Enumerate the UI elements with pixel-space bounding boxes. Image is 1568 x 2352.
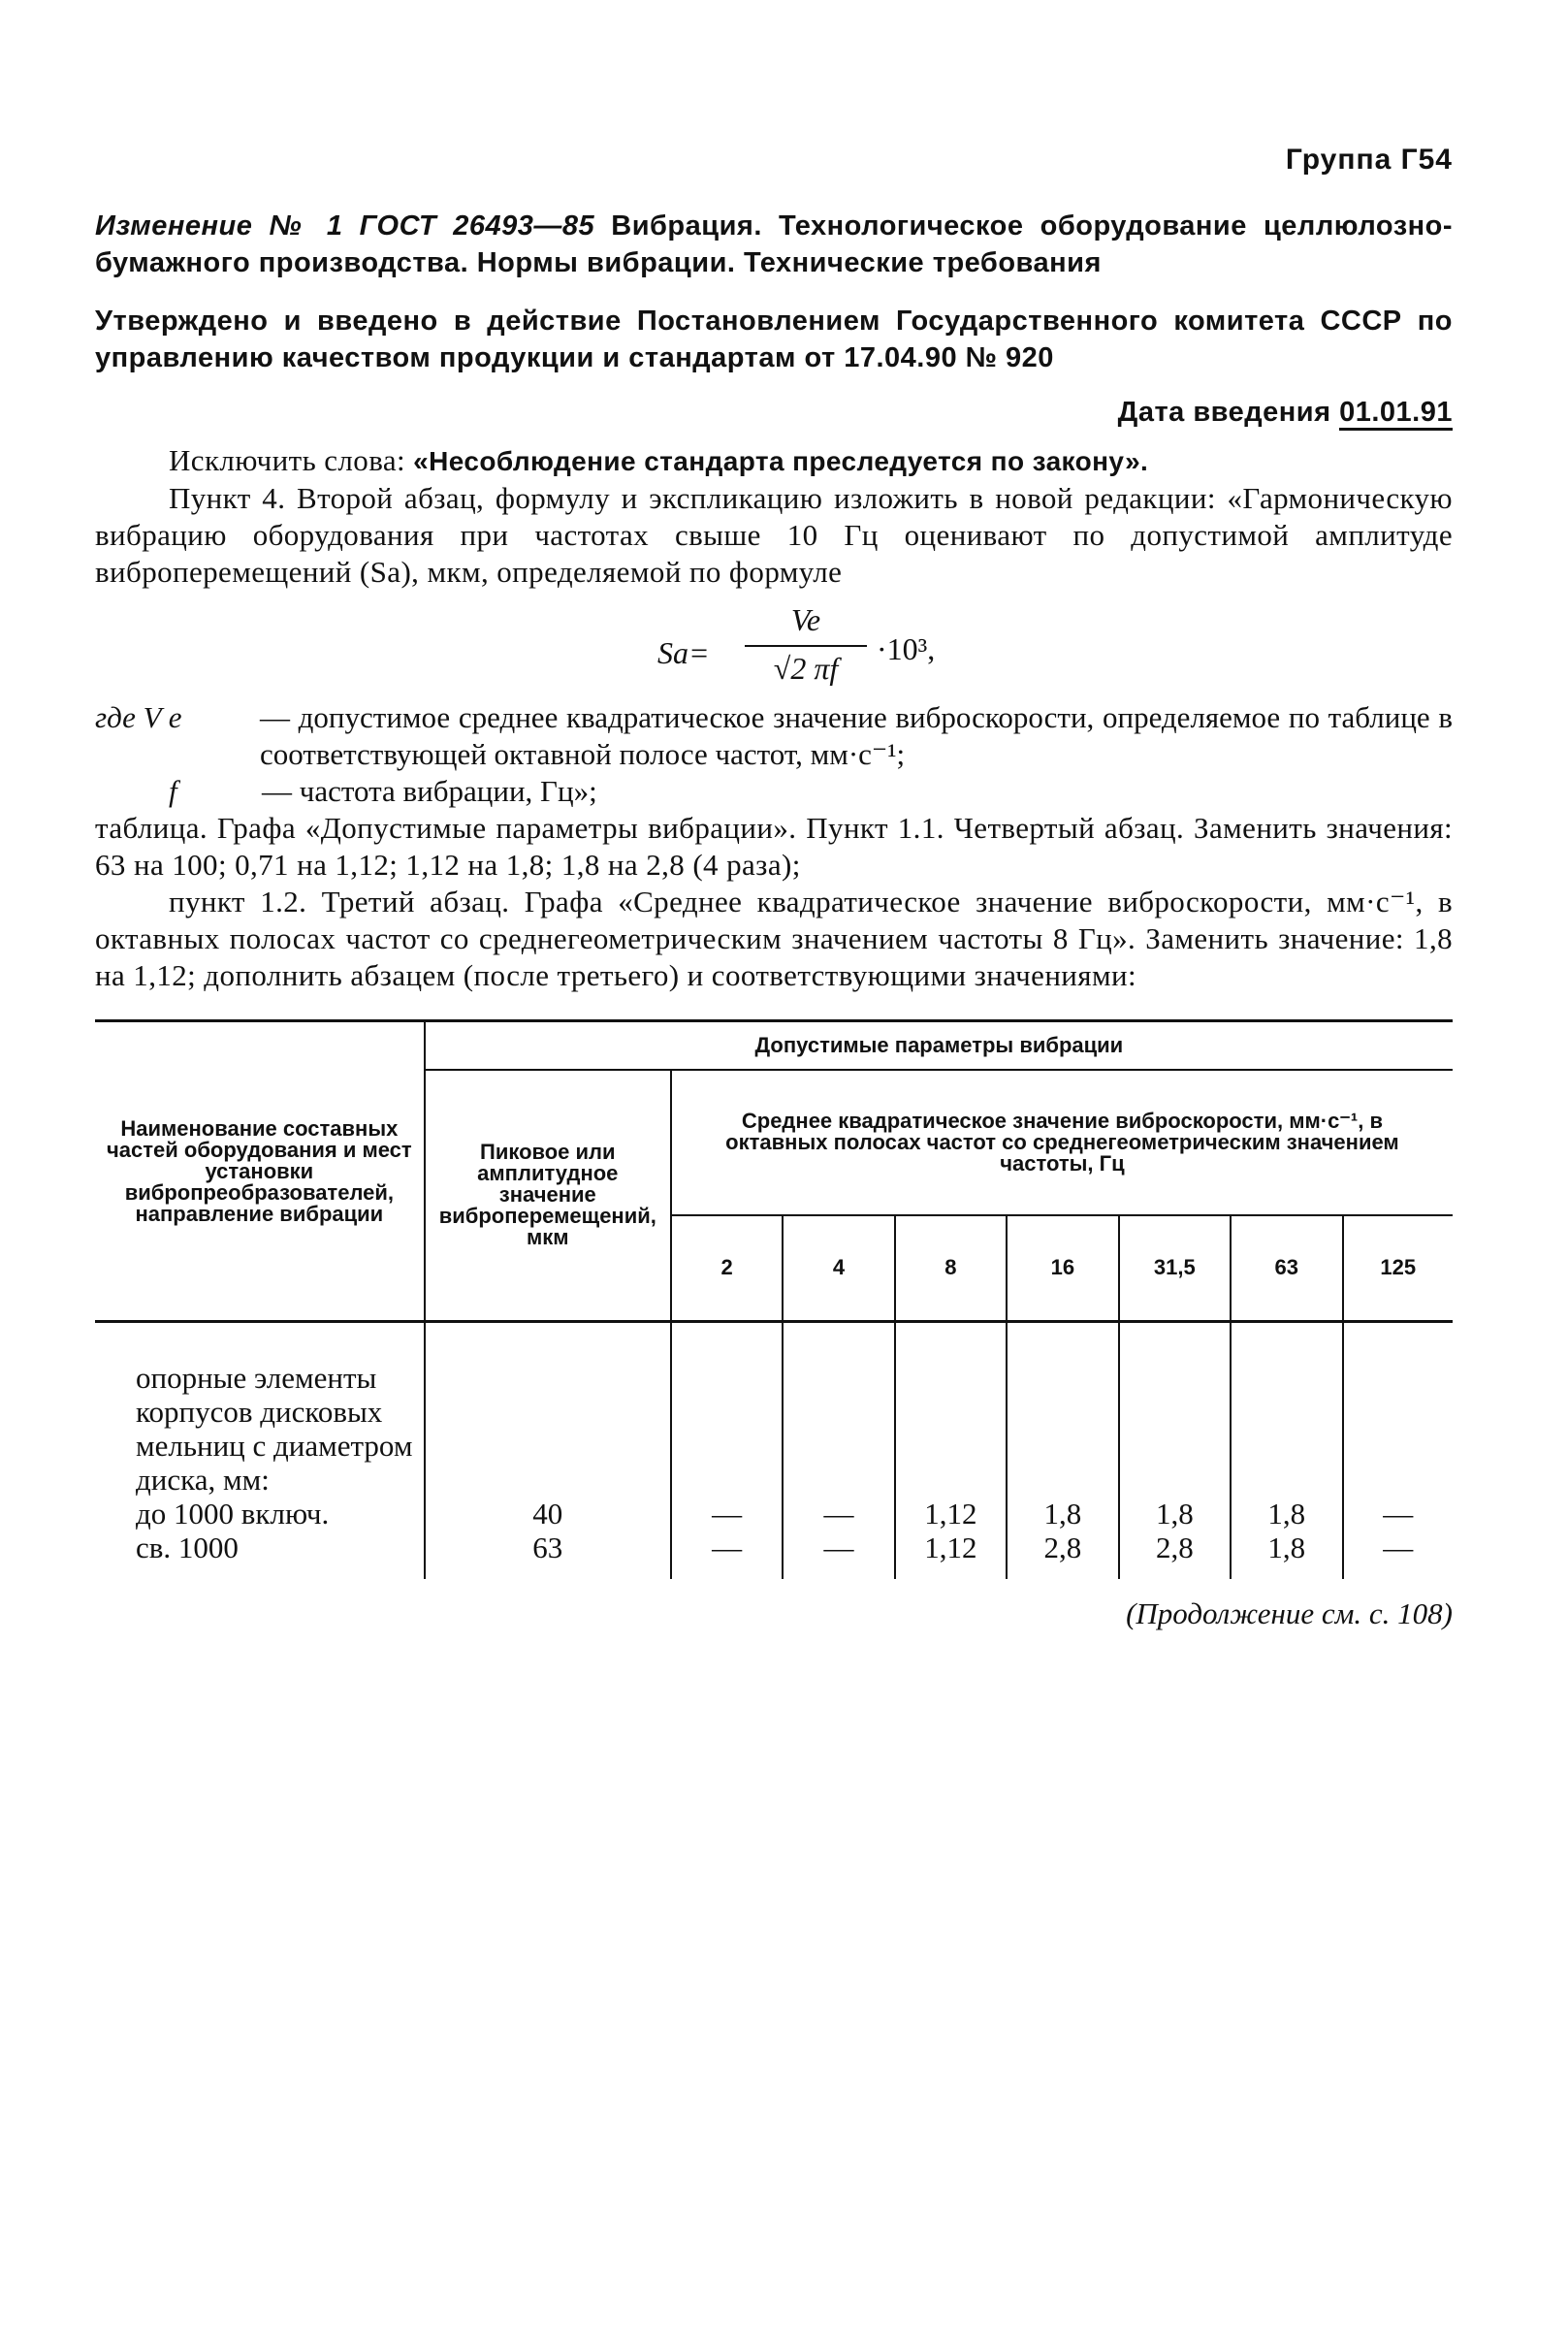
row-group-title: опорные элементы корпусов дисковых мельниц с диаметром диска, мм: [136,1360,413,1497]
definition-f: — частота вибрации, Гц»; [262,774,597,808]
exclude-phrase: «Несоблюдение стандарта преследуется по закону». [413,446,1149,476]
cell-value: — [1343,1497,1453,1530]
explication [95,699,1453,810]
amendment-title [95,208,1453,281]
fraction-bar [745,645,867,647]
cell-value: — [783,1530,894,1579]
freq-header: 2 [671,1215,783,1322]
date-value: 01.01.91 [1339,397,1453,431]
effective-date [95,394,1453,431]
paragraph-item12: пункт 1.2. Третий абзац. Графа «Среднее квадратическое значение виброскорости, мм·с⁻¹, в октавных полосах частот со среднегеометрическим значением частоты 8 Гц». Заменить значение: 1,8 на 1,12; дополнить абзацем (после третьего) и соответствующими значениями: [95,885,1453,992]
document-page [95,144,1453,1631]
cell-value: — [783,1497,894,1530]
freq-header: 8 [895,1215,1008,1322]
cell-value: 1,8 [1119,1497,1231,1530]
cell-value: 2,8 [1007,1530,1118,1579]
date-label: Дата введения [1117,397,1331,428]
freq-header: 16 [1007,1215,1118,1322]
freq-header: 63 [1231,1215,1342,1322]
table-row [95,1530,1453,1579]
formula-multiplier: ·10³, [877,631,936,666]
symbol-f: f [169,774,177,808]
symbol-ve: где V e [95,700,182,734]
formula-numerator: Ve [790,602,821,637]
cell-value: — [1343,1530,1453,1579]
paragraph-item4: Пункт 4. Второй абзац, формулу и экспликацию изложить в новой редакции: «Гармоническую вибрацию оборудования при частотах свыше 10 Гц оценивают по допустимой амплитуде виброперемещений (Sa), мкм, определяемой по формуле [95,481,1453,589]
exclude-lead: Исключить слова: [169,443,406,477]
cell-value: — [671,1530,783,1579]
formula-denominator: √2 πf [773,651,839,686]
continued-note: (Продолжение см. с. 108) [1126,1595,1453,1630]
freq-header: 31,5 [1119,1215,1231,1322]
row-peak: 63 [425,1530,671,1579]
cell-value: — [671,1497,783,1530]
amendment-prefix: Изменение № 1 ГОСТ 26493—85 [95,210,595,242]
vibration-table [95,1019,1453,1579]
cell-value: 1,12 [895,1497,1008,1530]
header-rms: Среднее квадратическое значение виброскорости, мм·с⁻¹, в октавных полосах частот со среднегеометрическим значением частоты, Гц [671,1070,1453,1215]
cell-value: 1,8 [1231,1530,1342,1579]
header-peak: Пиковое или амплитудное значение виброперемещений, мкм [425,1070,671,1322]
explication-ve [95,699,1453,773]
cell-value: 1,12 [895,1530,1008,1579]
cell-value: 2,8 [1119,1530,1231,1579]
header-component: Наименование составных частей оборудования и мест установки вибропреобразователей, направление вибрации [107,1115,412,1226]
row-label: св. 1000 [136,1530,239,1564]
table-row [95,1497,1453,1530]
formula [580,602,1453,695]
definition-ve: — допустимое среднее квадратическое значение виброскорости, определяемое по таблице в соответствующей октавной полосе частот, мм·с⁻¹; [260,700,1453,771]
freq-header: 4 [783,1215,894,1322]
group-code: Группа Г54 [1285,144,1453,176]
row-label: до 1000 включ. [136,1496,330,1530]
explication-f [95,773,1453,810]
paragraph-exclude [95,442,1453,480]
approval-text: Утверждено и введено в действие Постановлением Государственного комитета СССР по управлению качеством продукции и стандартам от 17.04.90 № 920 [95,306,1453,373]
row-peak: 40 [425,1497,671,1530]
header-permissible: Допустимые параметры вибрации [425,1021,1453,1070]
paragraph-table-change: таблица. Графа «Допустимые параметры вибрации». Пункт 1.1. Четвертый абзац. Заменить значения: 63 на 100; 0,71 на 1,12; 1,12 на 1,8; 1,8 на 2,8 (4 раза); [95,811,1453,882]
cell-value: 1,8 [1231,1497,1342,1530]
cell-value: 1,8 [1007,1497,1118,1530]
amendment-subject: Вибрация. Технологическое оборудование целлюлозно-бумажного производства. Нормы вибрации. Технические требования [95,210,1453,278]
formula-lhs: Sa= [657,635,710,670]
freq-header: 125 [1343,1215,1453,1322]
